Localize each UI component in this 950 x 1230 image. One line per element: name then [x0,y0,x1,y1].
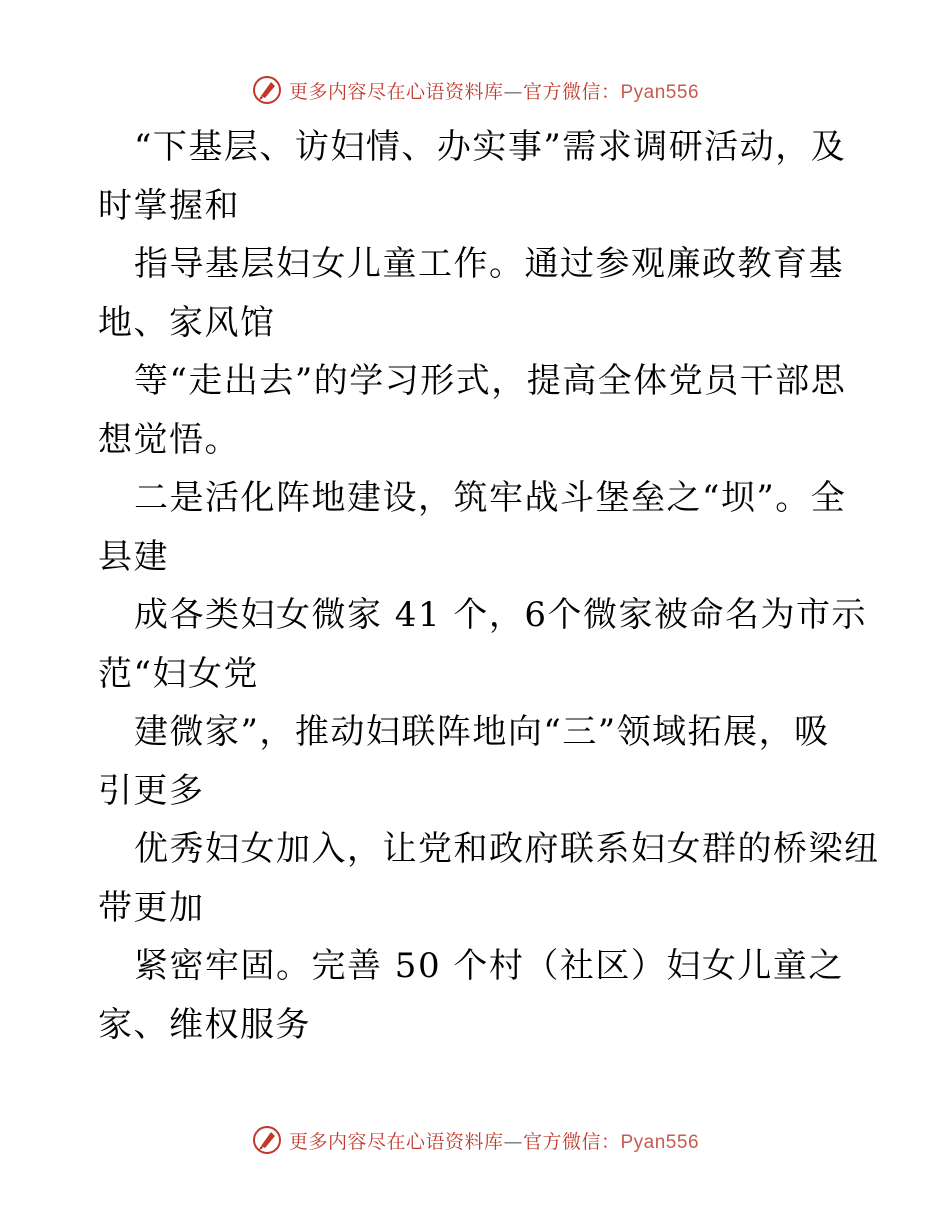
text-line: 建微家”，推动妇联阵地向“三”领域拓展，吸 [134,712,830,752]
footer-watermark [0,1120,950,1160]
text-line: 二是活化阵地建设，筑牢战斗堡垒之“坝”。全 [134,478,847,518]
header-watermark [0,70,950,110]
pen-nib-logo-icon [251,1124,283,1156]
text-line: 县建 [98,536,169,577]
text-line: 紧密牢固。完善 50 个村（社区）妇女儿童之 [134,946,844,986]
text-line: 成各类妇女微家 41 个，6个微家被命名为市示 [134,595,868,635]
pen-nib-logo-icon [251,74,283,106]
text-line: 时掌握和 [98,185,240,226]
text-line: 家、维权服务 [98,1004,311,1045]
text-line: 范“妇女党 [98,653,259,694]
text-line: 地、家风馆 [98,302,276,343]
text-line: 想觉悟。 [98,419,240,460]
text-line: “下基层、访妇情、办实事”需求调研活动，及 [134,127,847,167]
watermark-text: 更多内容尽在心语资料库—官方微信：Pyan556 [288,80,700,103]
text-line: 优秀妇女加入，让党和政府联系妇女群的桥梁纽 [134,829,880,869]
text-line: 带更加 [98,887,205,928]
text-line: 等“走出去”的学习形式，提高全体党员干部思 [134,361,847,401]
document-body [98,118,880,1054]
text-line: 指导基层妇女儿童工作。通过参观廉政教育基 [134,244,844,284]
text-line: 引更多 [98,770,205,811]
watermark-text: 更多内容尽在心语资料库—官方微信：Pyan556 [288,1130,700,1153]
